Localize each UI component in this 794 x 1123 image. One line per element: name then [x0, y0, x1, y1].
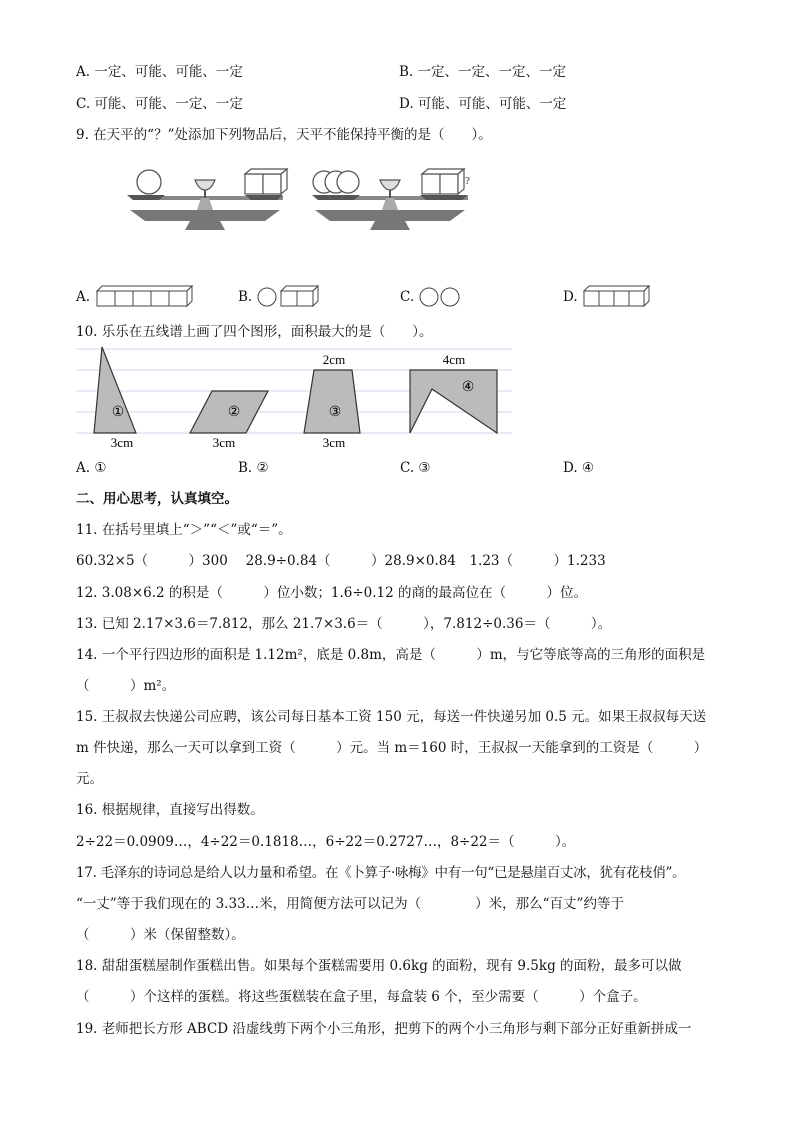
q8-option-a: A. 一定、可能、可能、一定 — [76, 64, 243, 80]
q17-line-3: （ ）米（保留整数）。 — [76, 927, 245, 943]
q19-line-1: 19. 老师把长方形 ABCD 沿虚线剪下两个小三角形，把剪下的两个小三角形与剩下部分正好重新拼成一 — [76, 1021, 692, 1037]
q9-option-b-shapes — [256, 285, 322, 307]
q18-line-2: （ ）个这样的蛋糕。将这些蛋糕装在盒子里，每盒装 6 个，至少需要（ ）个盒子。 — [76, 989, 647, 1005]
q16-stem: 16. 根据规律，直接写出得数。 — [76, 802, 264, 818]
q10-option-a: A. ① — [76, 460, 107, 476]
shape-trapezoid — [304, 370, 360, 433]
q17-line-1: 17. 毛泽东的诗词总是给人以力量和希望。在《卜算子·咏梅》中有一句“已是悬崖百丈冰，犹有花枝俏”。 — [76, 865, 686, 881]
q13-text: 13. 已知 2.17×3.6＝7.812，那么 21.7×3.6＝（ ），7.812÷0.36＝（ ）。 — [76, 616, 612, 632]
shape-3-base: 3cm — [322, 435, 346, 450]
section-2-title: 二、用心思考，认真填空。 — [76, 491, 238, 507]
shape-1-base: 3cm — [110, 435, 134, 450]
q9-option-b-label: B. — [238, 289, 253, 305]
shape-2-base: 3cm — [212, 435, 236, 450]
shape-2-label: ② — [227, 405, 241, 420]
shape-4-top: 4cm — [442, 352, 466, 367]
shape-4-label: ④ — [461, 380, 475, 395]
shape-3-top: 2cm — [322, 352, 346, 367]
q10-option-c: C. ③ — [400, 460, 431, 476]
question-mark-label: ? — [465, 175, 470, 187]
q16-line: 2÷22＝0.0909…，4÷22＝0.1818…，6÷22＝0.2727…，8÷22＝（ ）。 — [76, 834, 576, 850]
q15-line-1: 15. 王叔叔去快递公司应聘，该公司每日基本工资 150 元，每送一件快递另加 0.5 元。如果王叔叔每天送 — [76, 709, 707, 725]
q17-line-2: “一丈”等于我们现在的 3.33…米，用简便方法可以记为（ ）米，那么“百丈”约等于 — [76, 896, 624, 912]
shape-pentagon — [410, 370, 497, 433]
q9-stem: 9. 在天平的“？”处添加下列物品后，天平不能保持平衡的是（ ）。 — [76, 127, 492, 143]
q18-line-1: 18. 甜甜蛋糕屋制作蛋糕出售。如果每个蛋糕需要用 0.6kg 的面粉，现有 9.5kg 的面粉，最多可以做 — [76, 958, 682, 974]
q9-option-d-label: D. — [563, 289, 578, 305]
q10-option-d: D. ④ — [563, 460, 595, 476]
q9-balance-figure — [125, 160, 475, 235]
balance-scale-left — [127, 169, 287, 230]
q8-option-d: D. 可能、可能、可能、一定 — [399, 96, 567, 112]
q9-option-c-circles — [418, 285, 464, 307]
q11-line: 60.32×5（ ）300 28.9÷0.84（ ）28.9×0.84 1.23（ ）1.233 — [76, 553, 606, 569]
q9-option-a-label: A. — [76, 289, 91, 305]
q8-option-c: C. 可能、可能、一定、一定 — [76, 96, 243, 112]
q8-option-b: B. 一定、一定、一定、一定 — [399, 64, 567, 80]
shape-triangle — [94, 347, 136, 433]
q10-option-b: B. ② — [238, 460, 269, 476]
q15-line-3: 元。 — [76, 771, 103, 787]
shape-3-label: ③ — [328, 405, 342, 420]
q15-line-2: m 件快递，那么一天可以拿到工资（ ）元。当 m＝160 时，王叔叔一天能拿到的工资是（ ） — [76, 740, 708, 756]
q11-stem: 11. 在括号里填上“＞”“＜”或“＝”。 — [76, 522, 292, 538]
q12-text: 12. 3.08×6.2 的积是（ ）位小数；1.6÷0.12 的商的最高位在（ ）位。 — [76, 585, 588, 601]
q14-line-2: （ ）m²。 — [76, 678, 176, 694]
q9-option-d-cubes — [583, 285, 653, 307]
q10-staff-figure — [76, 345, 516, 453]
q14-line-1: 14. 一个平行四边形的面积是 1.12m²，底是 0.8m，高是（ ）m，与它等底等高的三角形的面积是 — [76, 647, 706, 663]
q9-option-c-label: C. — [400, 289, 415, 305]
q10-stem: 10. 乐乐在五线谱上画了四个图形，面积最大的是（ ）。 — [76, 324, 433, 340]
balance-scale-right — [312, 169, 470, 230]
q9-option-a-cubes — [96, 285, 194, 307]
shape-1-label: ① — [111, 405, 125, 420]
